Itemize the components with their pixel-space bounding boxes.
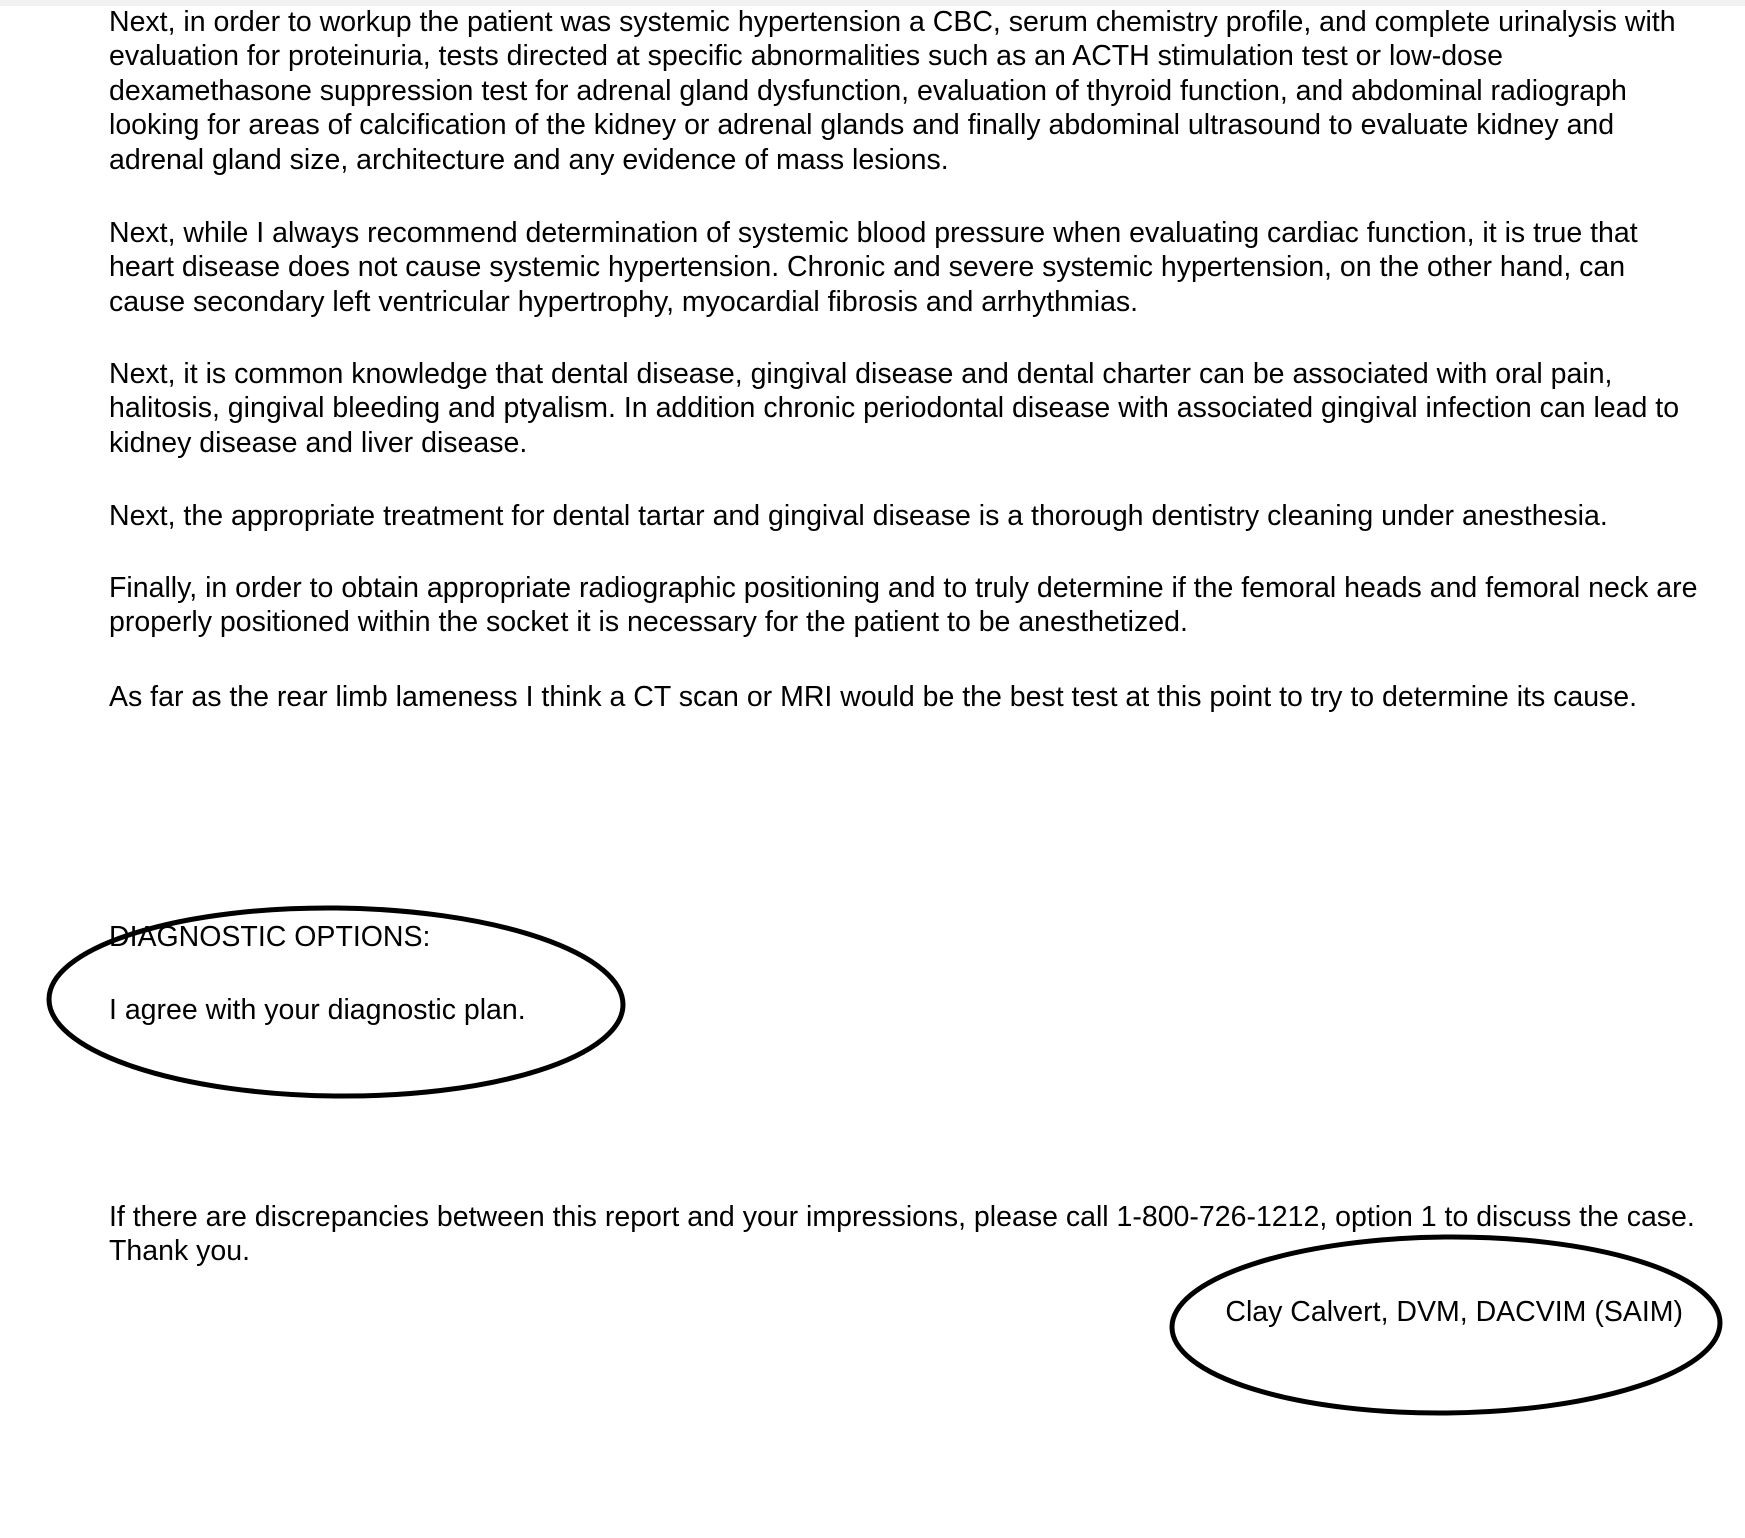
paragraph-dental-treatment: Next, the appropriate treatment for dental tartar and gingival disease is a thorough dentistry cleaning under anesthesia. (109, 500, 1608, 532)
paragraph-radiographic: Finally, in order to obtain appropriate radiographic positioning and to truly determine if the femoral heads and femoral neck are properly positioned within the socket it is necessary for the patient to be anesthetized. (109, 572, 1698, 639)
diagnostic-options-heading: DIAGNOSTIC OPTIONS: (109, 921, 431, 953)
discrepancy-notice: If there are discrepancies between this report and your impressions, please call 1-800-726-1212, option 1 to discuss the case. Thank you. (109, 1201, 1695, 1268)
paragraph-rear-limb: As far as the rear limb lameness I think a CT scan or MRI would be the best test at this point to try to determine its cause. (109, 681, 1638, 713)
diagnostic-options-text: I agree with your diagnostic plan. (109, 994, 526, 1026)
paragraph-dental-disease: Next, it is common knowledge that dental disease, gingival disease and dental charter can be associated with oral pain, halitosis, gingival bleeding and ptyalism. In addition chronic periodontal disease with associated gingival infection can lead to kidney disease and liver disease. (109, 358, 1680, 459)
signature: Clay Calvert, DVM, DACVIM (SAIM) (1225, 1296, 1683, 1328)
paragraph-workup: Next, in order to workup the patient was systemic hypertension a CBC, serum chemistry profile, and complete urinalysis with evaluation for proteinuria, tests directed at specific abnormalities such as an ACTH stimulation test or low-dose dexamethasone suppression test for adrenal gland dysfunction, evaluation of thyroid function, and abdominal radiograph looking for areas of calcification of the kidney or adrenal glands and finally abdominal ultrasound to evaluate kidney and adrenal gland size, architecture and any evidence of mass lesions. (109, 6, 1676, 176)
paragraph-blood-pressure: Next, while I always recommend determination of systemic blood pressure when evaluating cardiac function, it is true that heart disease does not cause systemic hypertension. Chronic and severe systemic hypertension, on the other hand, can cause secondary left ventricular hypertrophy, myocardial fibrosis and arrhythmias. (109, 217, 1638, 318)
